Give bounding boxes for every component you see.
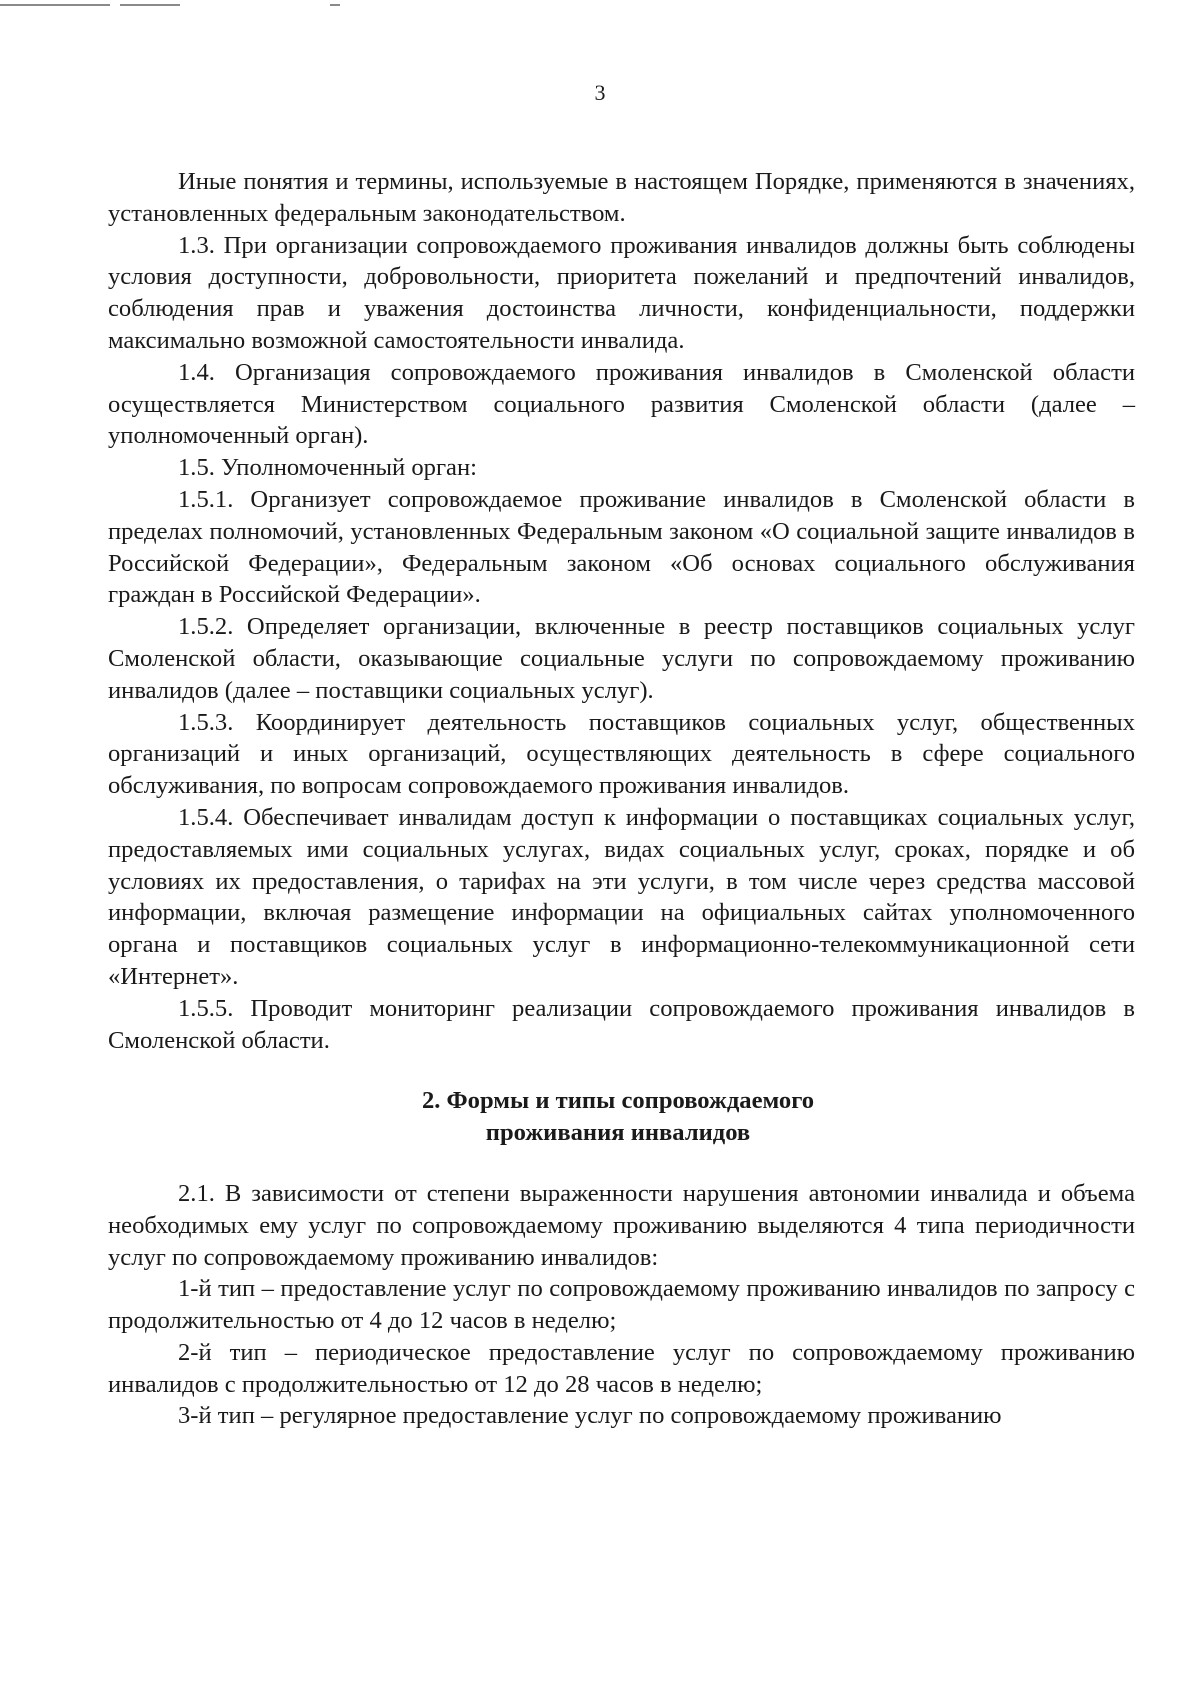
paragraph-1-5-1: 1.5.1. Организует сопровождаемое проживание инвалидов в Смоленской области в пределах полномочий, установленных Федеральным законом «О социальной защите инвалидов в Российской Федерации», Федеральным законом «Об основах социального обслуживания граждан в Российской Федерации».: [108, 485, 1135, 609]
paragraph-1-5-2: 1.5.2. Определяет организации, включенные в реестр поставщиков социальных услуг Смоленской области, оказывающие социальные услуги по сопровождаемому проживанию инвалидов (далее – поставщики социальных услуг).: [108, 613, 1135, 704]
paragraph-1-3: 1.3. При организации сопровождаемого проживания инвалидов должны быть соблюдены условия доступности, добровольности, приоритета пожеланий и предпочтений инвалидов, соблюдения прав и уважения достоинства личности, конфиденциальности, поддержки максимально возможной самостоятельности инвалида.: [108, 231, 1135, 354]
section-2-heading-line1: 2. Формы и типы сопровождаемого: [421, 1087, 815, 1115]
paragraph-1-5-5: 1.5.5. Проводит мониторинг реализации сопровождаемого проживания инвалидов в Смоленской области.: [108, 994, 1135, 1054]
paragraph-2-1: 2.1. В зависимости от степени выраженности нарушения автономии инвалида и объема необходимых ему услуг по сопровождаемому проживанию выделяются 4 типа периодичности услуг по сопровождаемому проживанию инвалидов:: [108, 1179, 1135, 1271]
paragraph-type-2: 2-й тип – периодическое предоставление услуг по сопровождаемому проживанию инвалидов с продолжительностью от 12 до 28 часов в неделю;: [108, 1338, 1135, 1398]
paragraph-1-5-4: 1.5.4. Обеспечивает инвалидам доступ к информации о поставщиках социальных услуг, предоставляемых ими социальных услугах, видах социальных услуг, сроках, порядке и об условиях их предоставления, о тарифах на эти услуги, в том числе через средства массовой информации, включая размещение информации на официальных сайтах уполномоченного органа и поставщиков социальных услуг в информационно-телекоммуникационной сети «Интернет».: [108, 803, 1135, 990]
paragraph-type-1: 1-й тип – предоставление услуг по сопровождаемому проживанию инвалидов по запросу с продолжительностью от 4 до 12 часов в неделю;: [108, 1275, 1135, 1335]
paragraph-1-5: 1.5. Уполномоченный орган:: [178, 454, 477, 482]
paragraph-1-5-3: 1.5.3. Координирует деятельность поставщиков социальных услуг, общественных организаций и иных организаций, осуществляющих деятельность в сфере социального обслуживания, по вопросам сопровождаемого проживания инвалидов.: [108, 708, 1135, 800]
paragraph-1-4: 1.4. Организация сопровождаемого проживания инвалидов в Смоленской области осуществляется Министерством социального развития Смоленской области (далее – уполномоченный орган).: [108, 358, 1135, 450]
paragraph-terms: Иные понятия и термины, используемые в настоящем Порядке, применяются в значениях, установленных федеральным законодательством.: [108, 168, 1135, 227]
section-2-heading-line2: проживания инвалидов: [485, 1119, 751, 1147]
scan-edge-artifact: [0, 0, 1200, 10]
section-2-heading: [108, 1085, 958, 1149]
paragraph-type-3: 3-й тип – регулярное предоставление услуг по сопровождаемому проживанию: [178, 1402, 1002, 1430]
document-body: [108, 166, 1135, 1432]
page-number: 3: [594, 80, 606, 105]
